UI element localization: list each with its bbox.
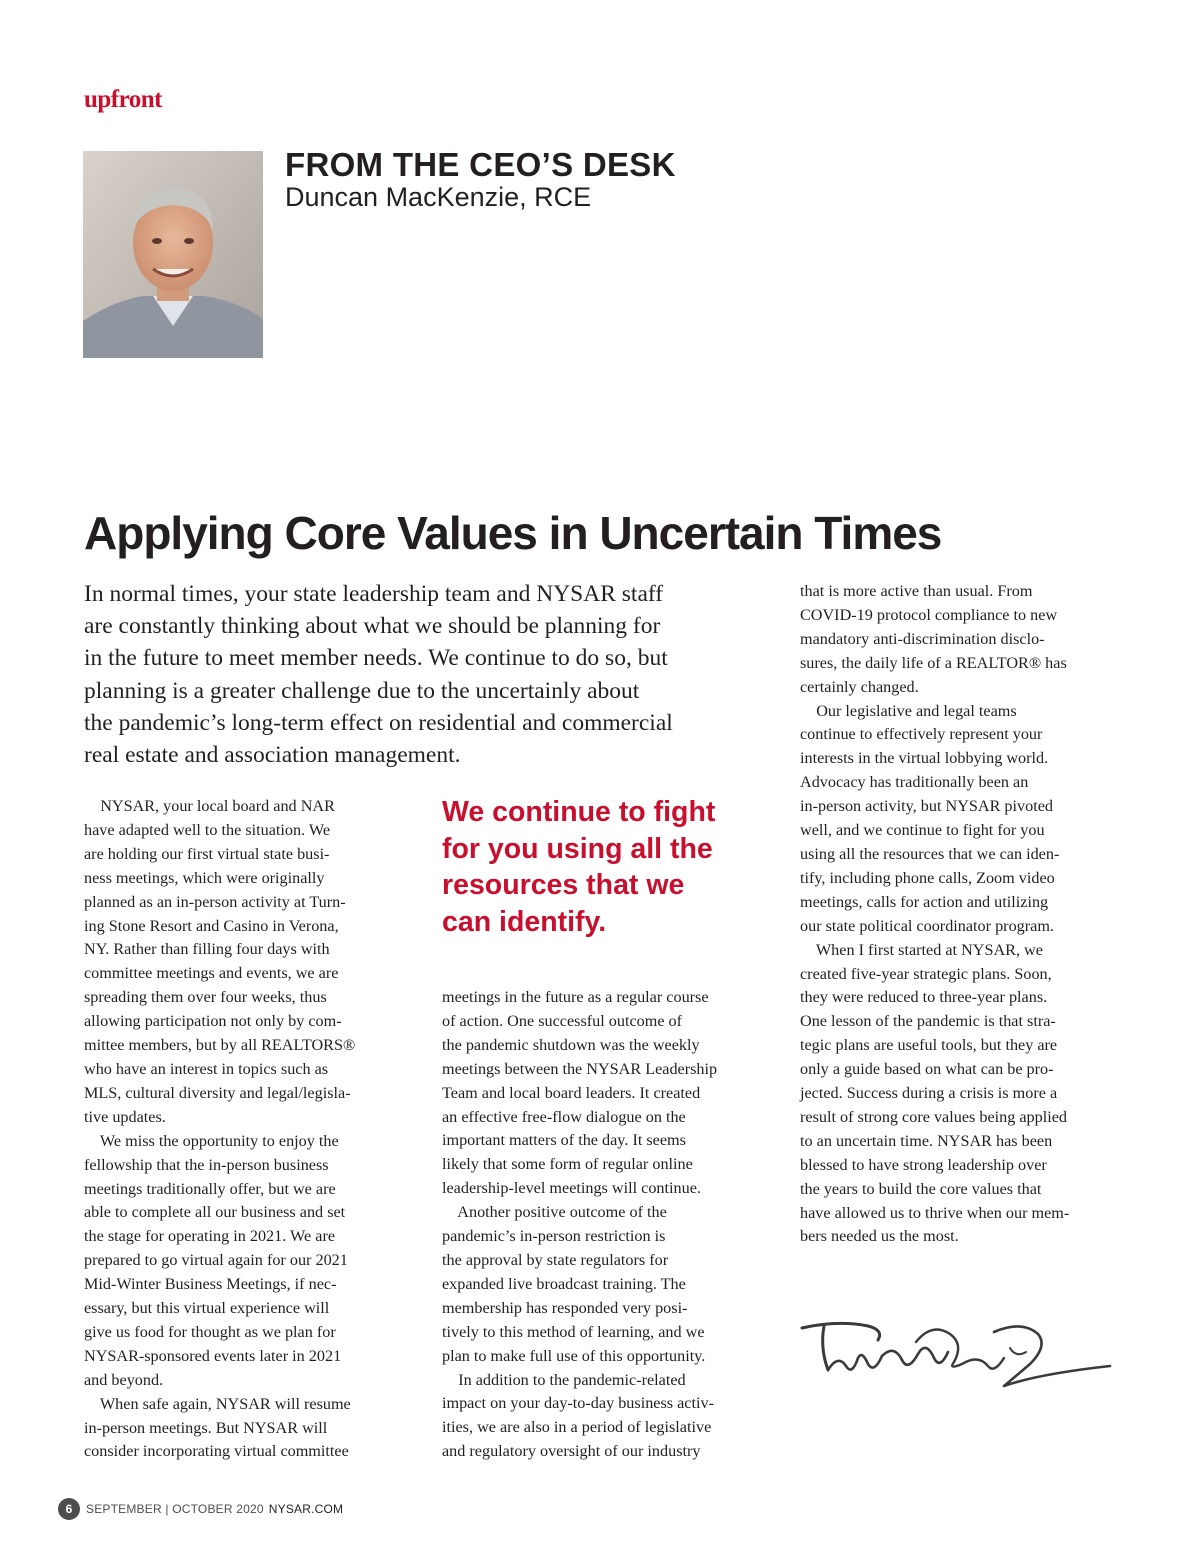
body-line: to an uncertain time. NYSAR has been bbox=[800, 1131, 1053, 1150]
body-line: that is more active than usual. From bbox=[800, 582, 1033, 600]
pull-quote bbox=[442, 794, 782, 940]
site-url: NYSAR.COM bbox=[268, 1502, 344, 1516]
body-line: result of strong core values being applied bbox=[800, 1107, 1068, 1126]
body-line: able to complete all our business and set bbox=[84, 1203, 346, 1222]
body-line: In addition to the pandemic-related bbox=[442, 1370, 686, 1389]
body-line: essary, but this virtual experience will bbox=[84, 1299, 330, 1318]
body-line: meetings, calls for action and utilizing bbox=[800, 892, 1049, 911]
body-line: NYSAR-sponsored events later in 2021 bbox=[84, 1346, 342, 1365]
body-column-1 bbox=[84, 795, 414, 1464]
body-column-3 bbox=[800, 580, 1130, 1249]
body-line: One lesson of the pandemic is that stra- bbox=[800, 1012, 1056, 1031]
pull-quote-line: can identify. bbox=[442, 905, 607, 938]
lead-line: planning is a greater challenge due to the uncertainly about bbox=[84, 677, 640, 704]
body-line: in-person activity, but NYSAR pivoted bbox=[800, 797, 1053, 816]
pull-quote-line: We continue to fight bbox=[442, 796, 716, 828]
body-line: sures, the daily life of a REALTOR® has bbox=[800, 653, 1067, 672]
article-headline: Applying Core Values in Uncertain Times bbox=[84, 507, 942, 559]
page-number: 6 bbox=[58, 1498, 80, 1520]
body-line: prepared to go virtual again for our 2021 bbox=[84, 1251, 348, 1270]
body-line: consider incorporating virtual committee bbox=[84, 1442, 349, 1461]
body-line: likely that some form of regular online bbox=[442, 1155, 693, 1174]
section-tag: upfront bbox=[84, 86, 163, 113]
body-line: planned as an in-person activity at Turn- bbox=[84, 892, 346, 911]
body-line: an effective free-flow dialogue on the bbox=[442, 1107, 686, 1126]
body-line: ing Stone Resort and Casino in Verona, bbox=[84, 916, 339, 935]
body-line: created five-year strategic plans. Soon, bbox=[800, 964, 1052, 983]
issue-date: SEPTEMBER | OCTOBER 2020 bbox=[86, 1502, 264, 1516]
body-line: pandemic’s in-person restriction is bbox=[442, 1227, 666, 1246]
body-line: tegic plans are useful tools, but they are bbox=[800, 1036, 1058, 1055]
body-line: tively to this method of learning, and we bbox=[442, 1322, 705, 1341]
body-line: tive updates. bbox=[84, 1107, 166, 1126]
body-line: ities, we are also in a period of legislative bbox=[442, 1418, 712, 1437]
body-line: expanded live broadcast training. The bbox=[442, 1274, 686, 1293]
body-line: Team and local board leaders. It created bbox=[442, 1083, 701, 1102]
body-line: meetings traditionally offer, but we are bbox=[84, 1179, 336, 1198]
body-line: MLS, cultural diversity and legal/legisla- bbox=[84, 1083, 351, 1102]
body-line: continue to effectively represent your bbox=[800, 725, 1043, 744]
body-line: well, and we continue to fight for you bbox=[800, 821, 1045, 840]
body-line: mandatory anti-discrimination disclo- bbox=[800, 629, 1045, 648]
body-line: meetings between the NYSAR Leadership bbox=[442, 1059, 718, 1078]
body-line: tify, including phone calls, Zoom video bbox=[800, 868, 1055, 887]
body-line: and beyond. bbox=[84, 1370, 164, 1389]
body-line: jected. Success during a crisis is more a bbox=[800, 1084, 1058, 1103]
body-line: Mid-Winter Business Meetings, if nec- bbox=[84, 1275, 337, 1294]
body-line: the years to build the core values that bbox=[800, 1179, 1042, 1198]
body-line: impact on your day-to-day business activ- bbox=[442, 1394, 714, 1413]
body-line: in-person meetings. But NYSAR will bbox=[84, 1418, 328, 1437]
body-line: blessed to have strong leadership over bbox=[800, 1155, 1047, 1174]
body-line: spreading them over four weeks, thus bbox=[84, 988, 327, 1007]
handwritten-signature bbox=[798, 1314, 1112, 1396]
body-line: Our legislative and legal teams bbox=[800, 701, 1017, 720]
body-line: our state political coordinator program. bbox=[800, 916, 1054, 935]
body-line: interests in the virtual lobbying world. bbox=[800, 749, 1049, 768]
body-line: important matters of the day. It seems bbox=[442, 1131, 686, 1150]
body-line: are holding our first virtual state busi- bbox=[84, 844, 330, 863]
body-line: membership has responded very posi- bbox=[442, 1298, 688, 1317]
body-line: give us food for thought as we plan for bbox=[84, 1322, 336, 1341]
lead-paragraph bbox=[84, 578, 784, 771]
body-line: have allowed us to thrive when our mem- bbox=[800, 1203, 1070, 1222]
column-title: FROM THE CEO’S DESK bbox=[285, 146, 676, 183]
body-line: COVID-19 protocol compliance to new bbox=[800, 605, 1058, 624]
lead-line: In normal times, your state leadership team and NYSAR staff bbox=[84, 581, 664, 607]
lead-line: the pandemic’s long-term effect on residential and commercial bbox=[84, 709, 673, 736]
body-line: using all the resources that we can iden- bbox=[800, 844, 1060, 863]
lead-line: in the future to meet member needs. We continue to do so, but bbox=[84, 645, 668, 672]
body-line: NY. Rather than filling four days with bbox=[84, 940, 330, 959]
column-author: Duncan MacKenzie, RCE bbox=[285, 182, 592, 212]
body-line: NYSAR, your local board and NAR bbox=[84, 797, 335, 815]
body-line: committee meetings and events, we are bbox=[84, 964, 339, 983]
body-line: bers needed us the most. bbox=[800, 1227, 959, 1246]
body-line: When safe again, NYSAR will resume bbox=[84, 1394, 351, 1413]
body-line: Advocacy has traditionally been an bbox=[800, 773, 1029, 792]
body-line: who have an interest in topics such as bbox=[84, 1059, 329, 1078]
body-line: When I first started at NYSAR, we bbox=[800, 940, 1043, 959]
body-line: they were reduced to three-year plans. bbox=[800, 988, 1048, 1007]
body-line: and regulatory oversight of our industry bbox=[442, 1442, 701, 1461]
body-line: Another positive outcome of the bbox=[442, 1203, 667, 1222]
body-line: meetings in the future as a regular course bbox=[442, 988, 709, 1006]
body-line: allowing participation not only by com- bbox=[84, 1012, 342, 1031]
body-line: fellowship that the in-person business bbox=[84, 1155, 329, 1174]
body-line: certainly changed. bbox=[800, 677, 919, 696]
body-line: the pandemic shutdown was the weekly bbox=[442, 1035, 700, 1054]
body-line: plan to make full use of this opportunity. bbox=[442, 1346, 706, 1365]
body-line: only a guide based on what can be pro- bbox=[800, 1060, 1054, 1079]
body-line: mittee members, but by all REALTORS® bbox=[84, 1036, 356, 1055]
ceo-portrait-photo bbox=[83, 151, 263, 358]
pull-quote-line: resources that we bbox=[442, 869, 685, 901]
lead-line: real estate and association management. bbox=[84, 742, 461, 769]
page-footer bbox=[58, 1498, 343, 1520]
body-line: We miss the opportunity to enjoy the bbox=[84, 1131, 339, 1150]
body-line: the stage for operating in 2021. We are bbox=[84, 1227, 336, 1246]
body-line: leadership-level meetings will continue. bbox=[442, 1179, 701, 1198]
body-column-2 bbox=[442, 986, 774, 1464]
pull-quote-line: for you using all the bbox=[442, 832, 713, 865]
lead-line: are constantly thinking about what we should be planning for bbox=[84, 613, 661, 640]
body-line: ness meetings, which were originally bbox=[84, 868, 325, 887]
body-line: the approval by state regulators for bbox=[442, 1250, 669, 1269]
body-line: have adapted well to the situation. We bbox=[84, 820, 331, 839]
body-line: of action. One successful outcome of bbox=[442, 1011, 683, 1030]
